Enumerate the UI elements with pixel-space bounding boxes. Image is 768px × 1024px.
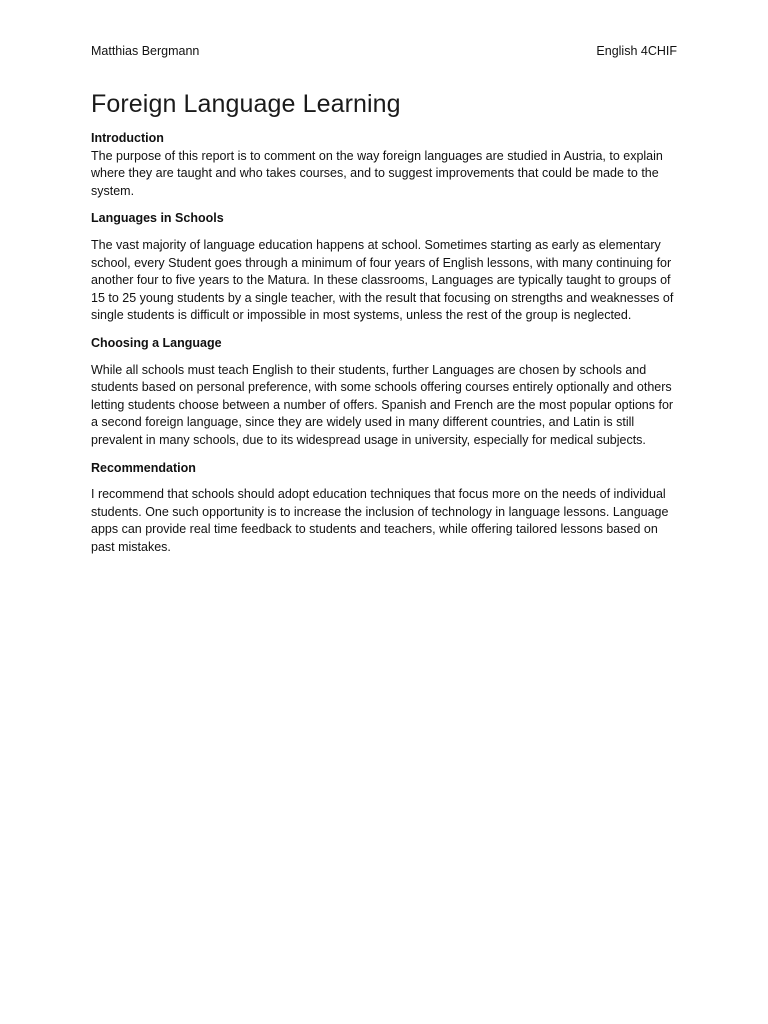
header-course: English 4CHIF bbox=[596, 44, 677, 58]
header-author: Matthias Bergmann bbox=[91, 44, 200, 58]
heading-spacer bbox=[91, 353, 683, 362]
heading-spacer bbox=[91, 477, 683, 486]
section-paragraph: While all schools must teach English to their students, further Languages are chosen by schools and students based on personal preference, with some schools offering courses entirely optionally and others letting students choose between a number of offers. Spanish and French are the most popular options for a second foreign language, since they are widely used in many different countries, and Latin is still prevalent in many schools, due to its widespread usage in university, especially for medical subjects. bbox=[91, 362, 674, 447]
heading-spacer bbox=[91, 228, 683, 237]
section-recommendation bbox=[91, 460, 683, 557]
section-heading: Recommendation bbox=[91, 460, 196, 475]
section-languages-in-schools bbox=[91, 210, 683, 325]
page-header bbox=[91, 43, 677, 59]
section-spacer bbox=[91, 200, 683, 210]
section-spacer bbox=[91, 325, 683, 335]
document-title: Foreign Language Learning bbox=[91, 90, 401, 118]
section-paragraph: I recommend that schools should adopt education techniques that focus more on the needs of individual students. One such opportunity is to increase the inclusion of technology in language lessons. Language apps can provide real time feedback to students and teachers, while offering tailored lessons based on past mistakes. bbox=[91, 487, 669, 554]
section-paragraph: The vast majority of language education happens at school. Sometimes starting as early as elementary school, every Student goes through a minimum of four years of English lessons, with many continuing for another four to five years to the Matura. In these classrooms, Languages are typically taught to groups of 15 to 25 young students by a single teacher, with the result that focusing on strengths and weaknesses of single students is difficult or impossible in most systems, unless the rest of the group is neglected. bbox=[91, 237, 674, 323]
section-introduction bbox=[91, 130, 683, 200]
document-body bbox=[91, 130, 683, 556]
section-spacer bbox=[91, 450, 683, 460]
section-heading: Choosing a Language bbox=[91, 335, 222, 350]
section-heading: Languages in Schools bbox=[91, 211, 224, 226]
section-heading: Introduction bbox=[91, 131, 164, 145]
section-paragraph: The purpose of this report is to comment on the way foreign languages are studied in Austria, to explain where they are taught and who takes courses, and to suggest improvements that could be made to the system. bbox=[91, 148, 663, 198]
section-choosing-a-language bbox=[91, 335, 683, 450]
